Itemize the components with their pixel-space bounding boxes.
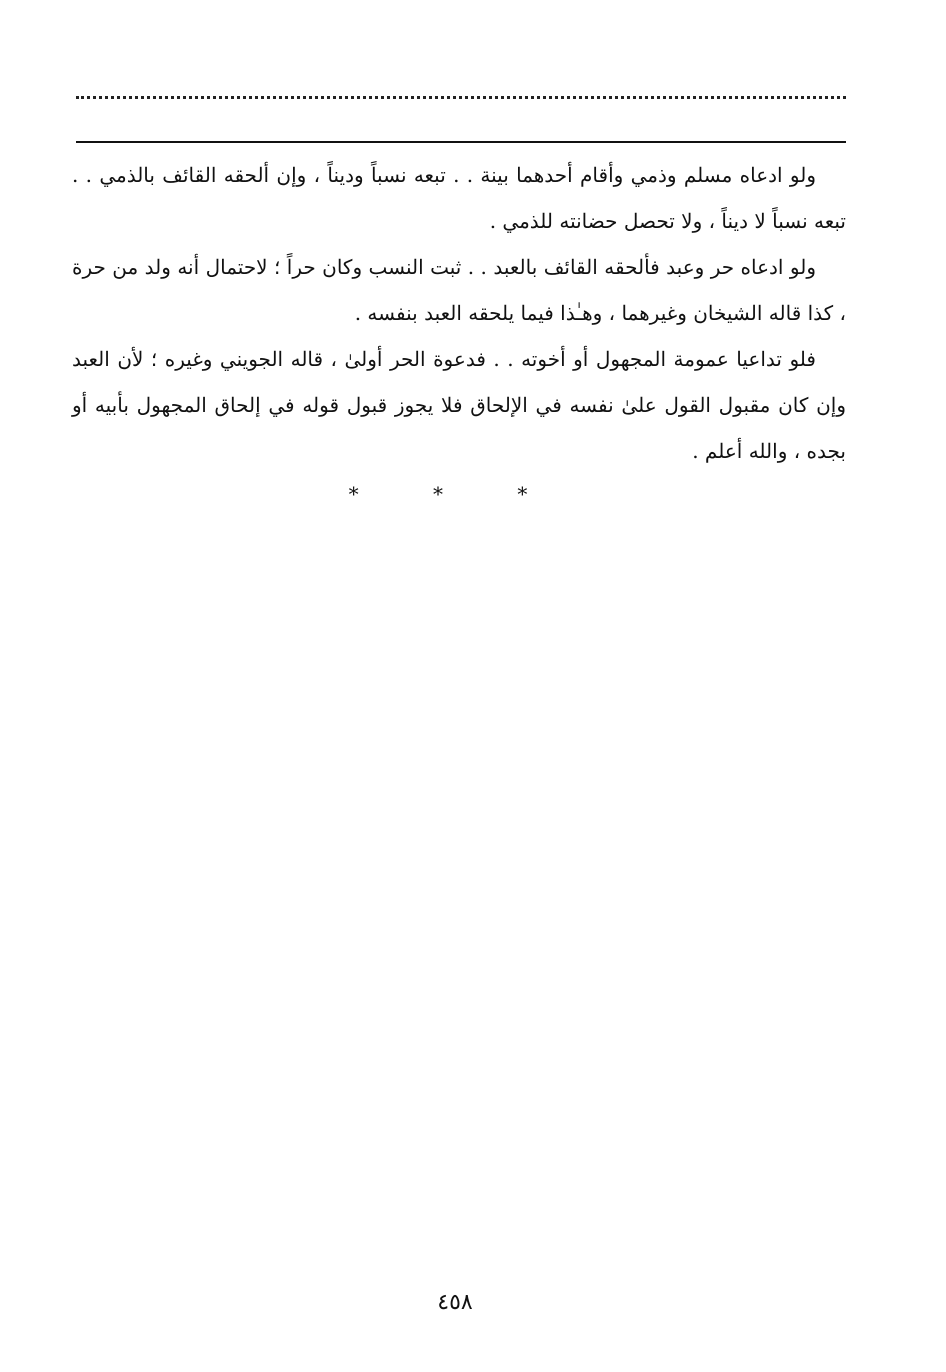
footnote-dotted-separator bbox=[76, 96, 846, 99]
paragraph-2: ولو ادعاه حر وعبد فألحقه القائف بالعبد . . ثبت النسب وكان حراً ؛ لاحتمال أنه ولد من حرة ، كذا قاله الشيخان وغيرهما ، وهـٰذا فيما يلحقه العبد بنفسه . bbox=[72, 255, 846, 325]
page-number: ٤٥٨ bbox=[437, 1290, 473, 1315]
paragraph-1: ولو ادعاه مسلم وذمي وأقام أحدهما بينة . . تبعه نسباً وديناً ، وإن ألحقه القائف بالذمي . . تبعه نسباً لا ديناً ، ولا تحصل حضانته للذمي . bbox=[72, 163, 846, 233]
section-end-ornament: * * * bbox=[348, 482, 562, 506]
paragraph-3: فلو تداعيا عمومة المجهول أو أخوته . . فدعوة الحر أولىٰ ، قاله الجويني وغيره ؛ لأن العبد وإن كان مقبول القول علىٰ نفسه في الإلحاق فلا يجوز قبول قوله في إلحاق المجهول بأبيه أو بجده ، والله أعلم . bbox=[72, 347, 846, 463]
main-text-block bbox=[72, 152, 846, 474]
footnote-solid-separator bbox=[76, 141, 846, 143]
